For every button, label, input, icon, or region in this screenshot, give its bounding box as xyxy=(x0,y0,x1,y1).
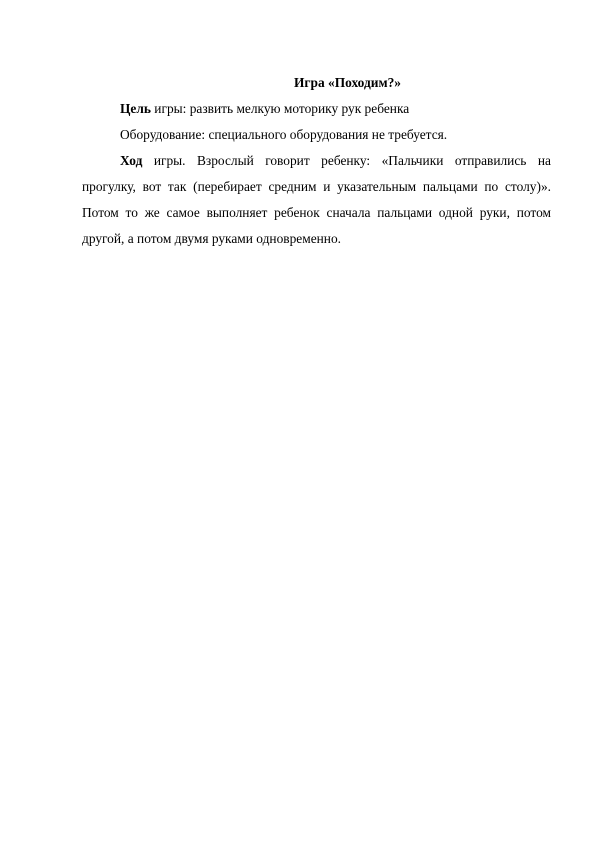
document-title: Игра «Походим?» xyxy=(294,75,401,90)
equipment-paragraph xyxy=(82,122,551,148)
goal-text: игры: развить мелкую моторику рук ребенка xyxy=(150,101,410,116)
procedure-label: Ход xyxy=(120,153,143,168)
equipment-text: Оборудование: специального оборудования не требуется. xyxy=(120,127,448,142)
goal-label: Цель xyxy=(120,101,151,116)
procedure-paragraph xyxy=(82,148,551,252)
procedure-text: игры. Взрослый говорит ребенку: «Пальчики отправились на прогулку, вот так (перебирает средним и указательным пальцами по столу)». Потом то же самое выполняет ребенок сначала пальцами одной руки, потом другой, а потом двумя руками одновременно. xyxy=(82,153,551,246)
goal-paragraph xyxy=(82,96,551,122)
document-content xyxy=(82,70,551,252)
